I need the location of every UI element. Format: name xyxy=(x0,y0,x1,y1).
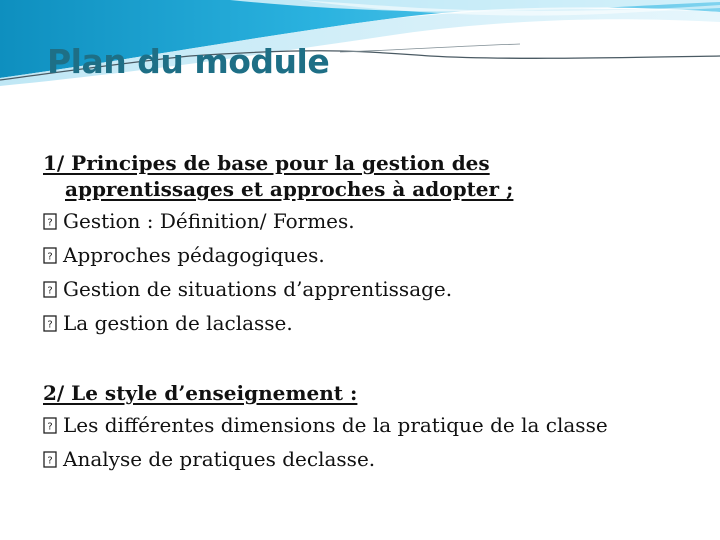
list-item xyxy=(43,204,693,238)
replacement-glyph-icon xyxy=(43,315,57,332)
svg-text:?: ? xyxy=(47,285,53,296)
list-item-text: Gestion de situations d’apprentissage. xyxy=(63,277,453,301)
svg-text:?: ? xyxy=(47,319,53,330)
page-title: Plan du module xyxy=(47,42,330,81)
section-heading-1 xyxy=(43,150,693,202)
svg-text:?: ? xyxy=(47,251,53,262)
svg-text:?: ? xyxy=(47,421,53,432)
replacement-glyph-icon xyxy=(43,281,57,298)
list-item xyxy=(43,408,693,442)
replacement-glyph-icon xyxy=(43,213,57,230)
section-heading-1-line2: apprentissages et approches à adopter ; xyxy=(65,177,514,201)
replacement-glyph-icon xyxy=(43,417,57,434)
section-spacer xyxy=(43,340,693,380)
list-item-text: La gestion de laclasse. xyxy=(63,311,293,335)
list-item xyxy=(43,306,693,340)
section-heading-1-line1: 1/ Principes de base pour la gestion des xyxy=(43,151,490,175)
list-item-text: Les différentes dimensions de la pratique de la classe xyxy=(63,413,608,437)
list-item xyxy=(43,272,693,306)
list-item xyxy=(43,442,693,476)
list-item-text: Approches pédagogiques. xyxy=(63,243,325,267)
slide-content xyxy=(43,150,693,476)
list-item xyxy=(43,238,693,272)
list-item-text: Gestion : Définition/ Formes. xyxy=(63,209,355,233)
section-heading-2-line1: 2/ Le style d’enseignement : xyxy=(43,381,358,405)
section-1-list xyxy=(43,204,693,340)
section-2-list xyxy=(43,408,693,476)
svg-text:?: ? xyxy=(47,217,53,228)
section-heading-2 xyxy=(43,380,693,406)
replacement-glyph-icon xyxy=(43,247,57,264)
list-item-text: Analyse de pratiques declasse. xyxy=(63,447,376,471)
replacement-glyph-icon xyxy=(43,451,57,468)
svg-text:?: ? xyxy=(47,455,53,466)
